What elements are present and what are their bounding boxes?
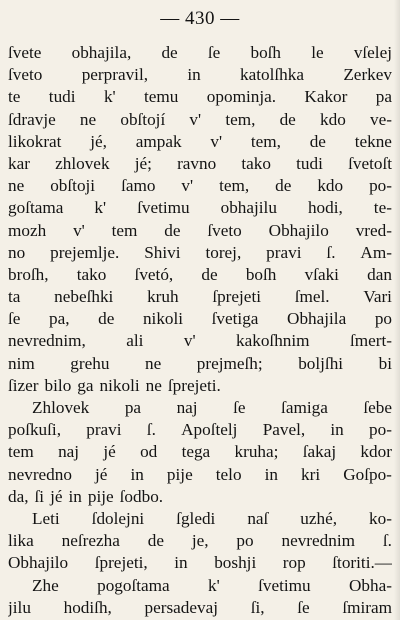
word: pije bbox=[87, 486, 114, 506]
word: kakoſhnim bbox=[236, 331, 310, 351]
word: ſ. bbox=[326, 242, 336, 262]
text-line bbox=[8, 486, 392, 508]
word: de bbox=[164, 220, 181, 240]
word: v' bbox=[73, 220, 85, 240]
word: obhajilu bbox=[220, 198, 277, 218]
word: de bbox=[201, 264, 218, 284]
word: ne bbox=[8, 176, 25, 196]
word: nevredno bbox=[8, 464, 72, 484]
word: jé bbox=[50, 486, 63, 506]
word: ſebe bbox=[363, 398, 392, 417]
word: ſamiga bbox=[281, 398, 328, 417]
text-line bbox=[8, 353, 392, 375]
word: Obhajila bbox=[287, 309, 347, 329]
word: kri bbox=[301, 464, 321, 484]
word: Apoſtelj bbox=[181, 420, 238, 440]
word: tem, bbox=[219, 176, 250, 196]
word: perpravil, bbox=[81, 65, 149, 85]
text-line bbox=[8, 86, 392, 108]
text-line bbox=[8, 197, 392, 219]
word: tem, bbox=[225, 109, 256, 129]
text-line bbox=[8, 242, 392, 264]
word: ne bbox=[145, 375, 162, 395]
word: ſveto bbox=[207, 220, 242, 240]
word: ſprejeti bbox=[212, 287, 261, 307]
word: ſ. bbox=[146, 420, 156, 440]
text-line bbox=[8, 375, 392, 397]
text-line bbox=[8, 419, 392, 441]
word: ſakaj bbox=[302, 442, 337, 462]
word: ſvetiga bbox=[211, 309, 259, 329]
word: ſvetó, bbox=[134, 264, 174, 284]
word: te bbox=[8, 87, 21, 107]
text-line bbox=[8, 42, 392, 64]
word: jé bbox=[103, 442, 116, 462]
word: ſmiram bbox=[342, 597, 392, 617]
word: Kakor bbox=[304, 87, 348, 107]
word: ne bbox=[79, 109, 97, 129]
word: katolſhka bbox=[240, 65, 304, 85]
word: tem bbox=[8, 442, 34, 462]
word: de bbox=[309, 131, 326, 151]
word: Am- bbox=[360, 242, 392, 262]
word: tako bbox=[76, 264, 107, 284]
word: v' bbox=[210, 131, 223, 151]
word: kdo bbox=[320, 109, 346, 129]
word: ve- bbox=[369, 109, 392, 129]
word: k' bbox=[208, 575, 220, 595]
word: ſmert- bbox=[349, 331, 392, 351]
word: v' bbox=[183, 331, 196, 351]
page-number: — 430 — bbox=[160, 8, 240, 29]
word: broſh, bbox=[8, 264, 49, 284]
word: boshji bbox=[214, 553, 257, 573]
word: tako bbox=[241, 153, 271, 173]
word: de bbox=[147, 531, 164, 551]
text-line bbox=[8, 131, 392, 153]
word: hodi, bbox=[307, 198, 343, 218]
word: naj bbox=[58, 442, 80, 462]
word: torej, bbox=[205, 242, 242, 262]
word: in bbox=[130, 464, 144, 484]
word: ſodbo. bbox=[119, 486, 164, 506]
word: opominja. bbox=[206, 87, 277, 107]
word: mozh bbox=[8, 220, 47, 240]
word: in bbox=[68, 486, 82, 506]
word: in bbox=[174, 553, 188, 573]
word: nikoli bbox=[99, 375, 140, 395]
word: ſvetimu bbox=[137, 198, 190, 218]
word: telo bbox=[215, 464, 242, 484]
word: Pavel, bbox=[262, 420, 306, 440]
word: kruh bbox=[147, 287, 179, 307]
word: de bbox=[161, 43, 178, 62]
word: tem, bbox=[250, 131, 281, 151]
word: boſh bbox=[245, 264, 277, 284]
word: likokrat bbox=[8, 131, 62, 151]
word: boſh bbox=[250, 43, 282, 62]
word: ſtoriti.— bbox=[332, 553, 392, 573]
word: ſi, bbox=[250, 597, 265, 617]
word: tekne bbox=[354, 131, 392, 151]
word: grehu bbox=[70, 353, 110, 373]
text-line bbox=[8, 441, 392, 463]
word: jilu bbox=[8, 597, 31, 617]
word: ſdolejni bbox=[91, 508, 145, 528]
word: prejemlje. bbox=[50, 242, 120, 262]
word: ſmel. bbox=[294, 287, 330, 307]
word: ſprejeti. bbox=[167, 375, 221, 395]
word: obhajila, bbox=[71, 43, 132, 62]
text-line bbox=[8, 397, 392, 419]
text-line bbox=[8, 264, 392, 286]
text-line bbox=[8, 153, 392, 175]
word: po- bbox=[369, 176, 392, 196]
word: no bbox=[8, 242, 26, 262]
word: goſtama bbox=[8, 198, 64, 218]
word: Obhajilo bbox=[8, 553, 69, 573]
word: ſe bbox=[207, 43, 221, 62]
word: od bbox=[140, 442, 158, 462]
word: ſamo bbox=[121, 176, 156, 196]
word: k' bbox=[94, 198, 107, 218]
word: rop bbox=[282, 553, 306, 573]
word: bilo bbox=[44, 375, 72, 395]
word: ſi bbox=[34, 486, 45, 506]
word: nevrednim bbox=[281, 531, 355, 551]
word: ſ. bbox=[382, 531, 392, 551]
text-line bbox=[8, 597, 392, 619]
word: ne bbox=[144, 353, 162, 373]
word: jé; bbox=[134, 153, 152, 173]
word: obſtojí bbox=[120, 109, 166, 129]
text-line bbox=[8, 330, 392, 352]
word: jé bbox=[95, 464, 108, 484]
word: le bbox=[311, 43, 324, 62]
word: pravi bbox=[86, 420, 122, 440]
word: ſe bbox=[8, 309, 21, 329]
text-line bbox=[8, 508, 392, 530]
word: Leti bbox=[32, 508, 60, 528]
page-body-text bbox=[8, 42, 392, 619]
word: pije bbox=[166, 464, 193, 484]
word: da, bbox=[8, 486, 29, 506]
word: ſizer bbox=[8, 375, 39, 395]
word: po bbox=[374, 309, 392, 329]
word: tem bbox=[111, 220, 138, 240]
word: Obha- bbox=[349, 575, 392, 595]
word: Shivi bbox=[144, 242, 181, 262]
word: kdo bbox=[317, 176, 344, 196]
word: Zhlovek bbox=[32, 398, 90, 417]
word: je, bbox=[191, 531, 209, 551]
word: Zerkev bbox=[343, 65, 392, 85]
word: bi bbox=[378, 353, 392, 373]
word: v' bbox=[181, 176, 194, 196]
word: ta bbox=[8, 287, 21, 307]
word: ga bbox=[77, 375, 94, 395]
text-line bbox=[8, 552, 392, 574]
word: de bbox=[279, 109, 296, 129]
word: k' bbox=[103, 87, 116, 107]
word: nikoli bbox=[142, 309, 184, 329]
word: neſrezha bbox=[61, 531, 120, 551]
word: Zhe bbox=[32, 575, 59, 595]
word: ſvetoſt bbox=[348, 153, 392, 173]
word: nim bbox=[8, 353, 35, 373]
word: obſtoji bbox=[50, 176, 96, 196]
word: naſ bbox=[247, 508, 269, 528]
word: kdor bbox=[360, 442, 392, 462]
word: lika bbox=[8, 531, 34, 551]
text-line bbox=[8, 308, 392, 330]
text-line bbox=[8, 575, 392, 597]
word: in bbox=[187, 65, 201, 85]
word: ſvetimu bbox=[258, 575, 311, 595]
text-line bbox=[8, 109, 392, 131]
word: ſprejeti, bbox=[94, 553, 148, 573]
word: ſveto bbox=[8, 65, 43, 85]
word: Obhajilo bbox=[268, 220, 329, 240]
word: de bbox=[275, 176, 292, 196]
word: pogoſtama bbox=[97, 575, 170, 595]
word: po bbox=[236, 531, 254, 551]
word: vſaki bbox=[304, 264, 339, 284]
word: in bbox=[330, 420, 344, 440]
word: dan bbox=[367, 264, 392, 284]
word: te- bbox=[373, 198, 392, 218]
word: temu bbox=[144, 87, 179, 107]
word: v' bbox=[189, 109, 202, 129]
text-line bbox=[8, 464, 392, 486]
word: naj bbox=[176, 398, 198, 417]
word: tudi bbox=[48, 87, 76, 107]
word: ampak bbox=[135, 131, 182, 151]
word: po- bbox=[369, 420, 392, 440]
word: jé, bbox=[90, 131, 107, 151]
word: ſdravje bbox=[8, 109, 56, 129]
word: pa bbox=[375, 87, 392, 107]
word: nevrednim, bbox=[8, 331, 86, 351]
word: de bbox=[98, 309, 115, 329]
word: ravno bbox=[177, 153, 217, 173]
text-line bbox=[8, 64, 392, 86]
word: pa, bbox=[49, 309, 70, 329]
word: ſgledi bbox=[176, 508, 216, 528]
word: zhlovek bbox=[55, 153, 110, 173]
word: persadevaj bbox=[144, 597, 219, 617]
word: vred- bbox=[355, 220, 392, 240]
word: hodiſh, bbox=[63, 597, 112, 617]
word: poſkuſi, bbox=[8, 420, 61, 440]
word: Vari bbox=[363, 287, 392, 307]
word: tudi bbox=[296, 153, 323, 173]
word: boljſhi bbox=[298, 353, 344, 373]
text-line bbox=[8, 286, 392, 308]
word: ko- bbox=[369, 508, 392, 528]
word: ſe bbox=[297, 597, 310, 617]
text-line bbox=[8, 175, 392, 197]
word: pa bbox=[124, 398, 142, 417]
word: vſelej bbox=[353, 43, 392, 62]
word: tega bbox=[181, 442, 211, 462]
word: ſe bbox=[233, 398, 246, 417]
word: Goſpo- bbox=[343, 464, 392, 484]
word: prejmeſh; bbox=[196, 353, 263, 373]
word: ſvete bbox=[8, 43, 42, 62]
word: kar bbox=[8, 153, 30, 173]
word: pravi bbox=[266, 242, 302, 262]
word: kruha; bbox=[234, 442, 279, 462]
word: uzhé, bbox=[300, 508, 338, 528]
word: nebeſhki bbox=[54, 287, 114, 307]
word: in bbox=[264, 464, 278, 484]
text-line bbox=[8, 220, 392, 242]
word: ali bbox=[126, 331, 144, 351]
text-line bbox=[8, 530, 392, 552]
page-edge-shadow bbox=[394, 0, 400, 620]
